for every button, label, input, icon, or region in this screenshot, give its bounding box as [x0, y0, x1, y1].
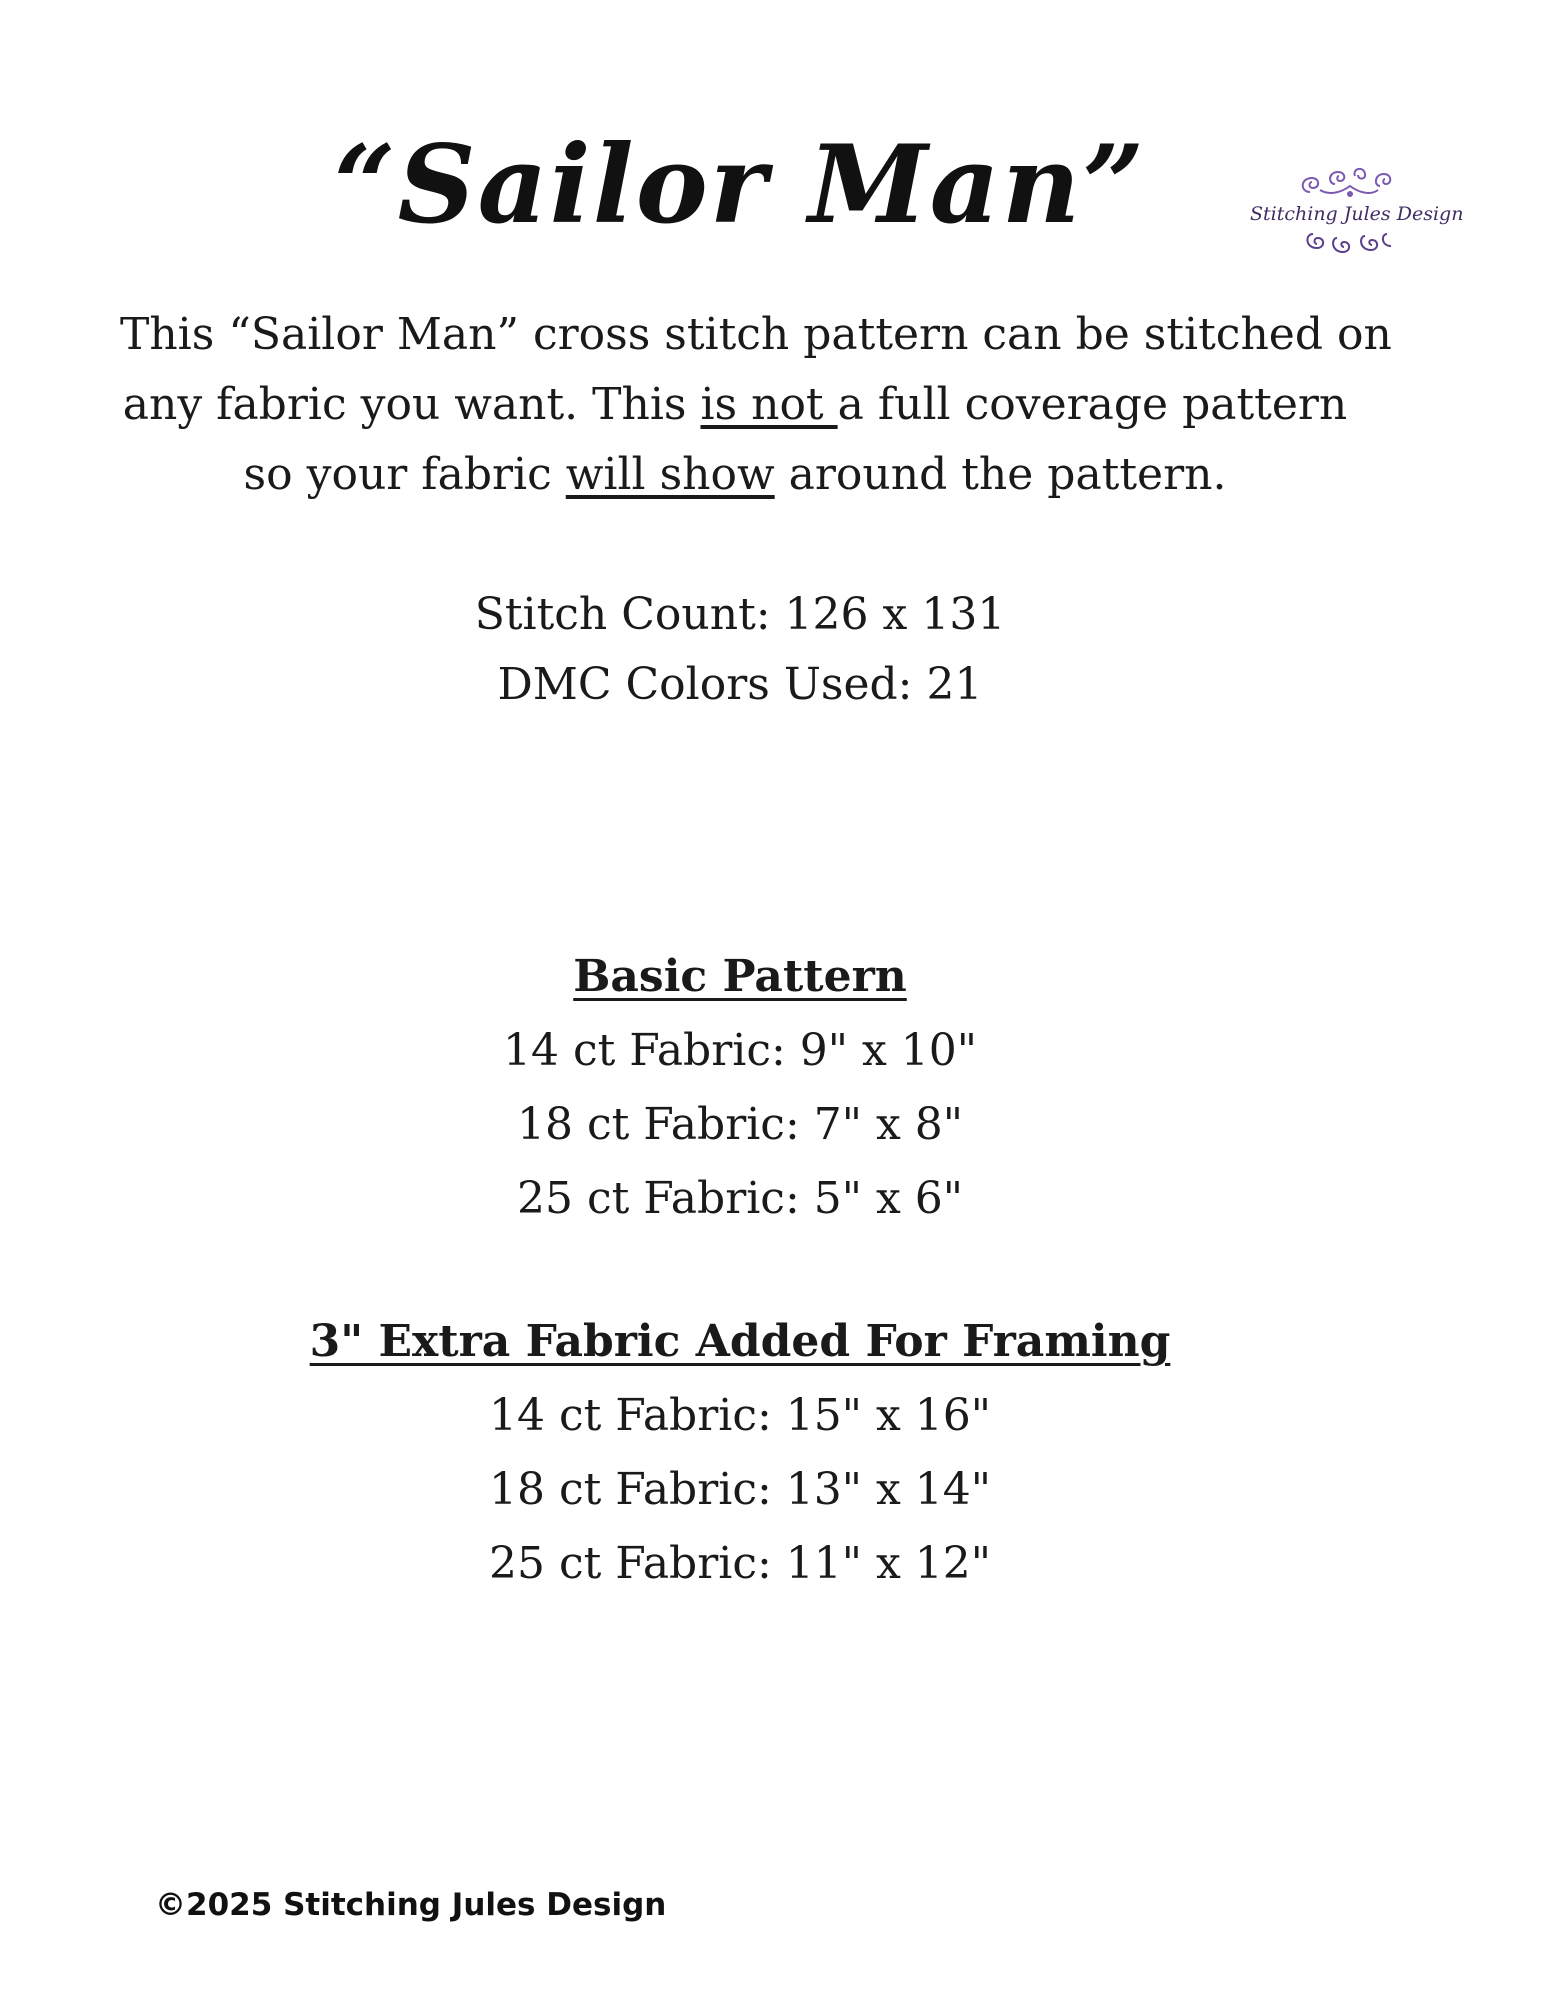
intro-paragraph — [120, 300, 1392, 510]
framing-section — [0, 1305, 1480, 1601]
framing-heading: 3" Extra Fabric Added For Framing — [309, 1316, 1171, 1367]
intro-line-1: This “Sailor Man” cross stitch pattern can be stitched on — [120, 309, 1392, 360]
swirl-flourish-icon — [1290, 162, 1410, 202]
swirl-flourish-bottom-icon — [1295, 226, 1405, 260]
intro-line-2-start: any fabric you want. This — [122, 379, 701, 430]
logo-text: Stitching Jules Design — [1250, 203, 1464, 225]
dmc-colors-used: DMC Colors Used: 21 — [497, 659, 983, 710]
basic-size-row-14ct: 14 ct Fabric: 9" x 10" — [502, 1025, 978, 1076]
emphasis-is-not: is not — [700, 379, 838, 430]
framing-size-row-25ct: 25 ct Fabric: 11" x 12" — [488, 1538, 992, 1589]
intro-line-3-start: so your fabric — [243, 449, 566, 500]
intro-line-2 — [120, 370, 1350, 440]
basic-pattern-section — [0, 940, 1480, 1236]
intro-line-2-end: a full coverage pattern — [837, 379, 1348, 430]
intro-line-3 — [120, 440, 1350, 510]
framing-size-row-14ct: 14 ct Fabric: 15" x 16" — [488, 1390, 992, 1441]
brand-logo — [1250, 162, 1464, 292]
intro-line-3-end: around the pattern. — [774, 449, 1227, 500]
copyright-footer: ©2025 Stitching Jules Design — [155, 1887, 667, 1923]
emphasis-will-show: will show — [565, 449, 775, 500]
pattern-stats — [0, 580, 1480, 720]
basic-pattern-heading: Basic Pattern — [573, 951, 907, 1002]
basic-size-row-25ct: 25 ct Fabric: 5" x 6" — [516, 1173, 964, 1224]
basic-size-row-18ct: 18 ct Fabric: 7" x 8" — [516, 1099, 964, 1150]
stitch-count: Stitch Count: 126 x 131 — [474, 589, 1006, 640]
page-title: “Sailor Man” — [333, 122, 1147, 249]
framing-size-row-18ct: 18 ct Fabric: 13" x 14" — [488, 1464, 992, 1515]
